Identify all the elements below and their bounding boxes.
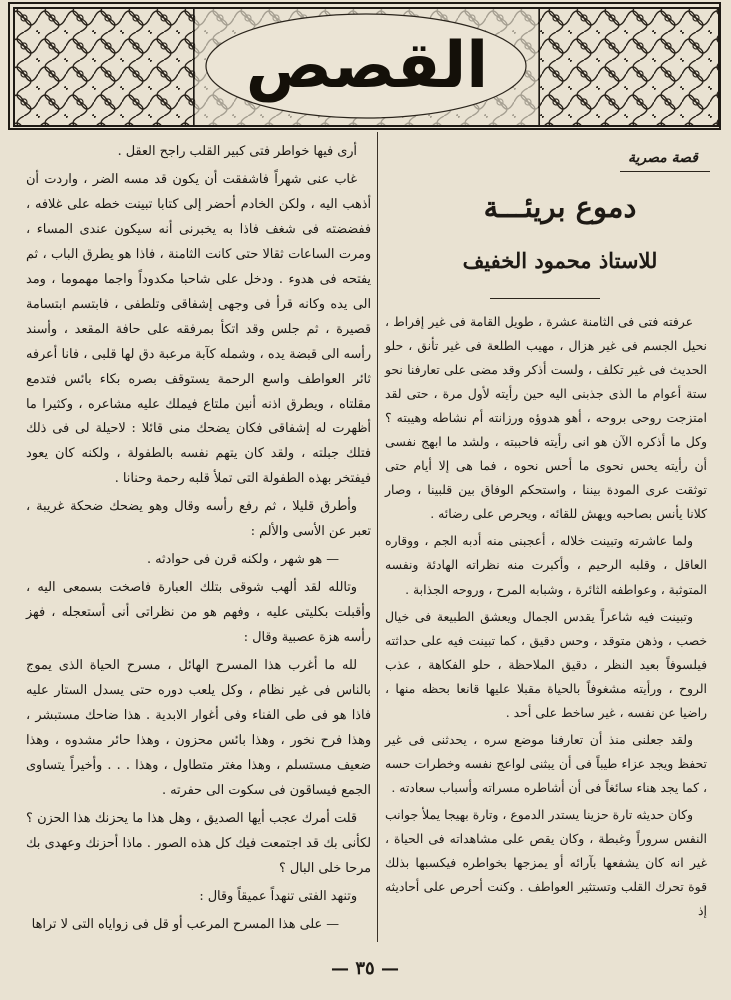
dialogue-line: — على هذا المسرح المرعب أو قل فى زواياه التى لا تراها xyxy=(31,916,339,932)
paragraph: قلت أمرك عجب أيها الصديق ، وهل هذا ما يحزنك هذا الحزن ؟ لكأنى بك قد اجتمعت فيك كل هذه الصور . ماذا أحزنك وعهدى بك مرحا خلى البال ؟ xyxy=(26,810,371,876)
paragraph: وتبينت فيه شاعراً يقدس الجمال ويعشق الطبيعة فى خيال خصب ، وذهن متوقد ، وحس دقيق ، كما تبينت فيه على حداثته فيلسوفاً بعيد النظر ، دقيق الملاحظة ، حلو الفكاهة ، عذب الروح ، ورأيته مشغوفاً بالحياة مقبلا عليها قانعا بحظه منها ، راضيا عن نفسه ، غير ساخط على أحد . xyxy=(385,608,707,720)
title-divider xyxy=(490,298,600,299)
paragraph: وأطرق قليلا ، ثم رفع رأسه وقال وهو يضحك ضحكة غريبة ، تعبر عن الأسى والألم : xyxy=(26,499,371,540)
paragraph: ولما عاشرته وتبينت خلاله ، أعجبنى منه أدبه الجم ، ووقاره العاقل ، وقلبه الرحيم ، وأكبرت منه نظراته الهادئة ونفسه المتوثبة ، وعواطفه الثائرة ، وشبابه المرح ، وروحه الجذابة . xyxy=(385,533,707,597)
paragraph: وتنهد الفتى تنهداً عميقاً وقال : xyxy=(199,888,357,904)
paragraph: عرفته فتى فى الثامنة عشرة ، طويل القامة فى غير إفراط ، نحيل الجسم فى غير هزال ، مهيب الطلعة فى غير تأنق ، حلو الحديث فى غير تكلف ، ولست أذكر وقد مضى على تعارفنا نحو ستة أعوام ما الذى جذبنى اليه حين رأيته لأول مرة ، حتى لقد امتزجت روحى بروحه ، أهو هدوؤه ورزانته أم نشاطه وهيبته ؟ وكل ما أذكره الآن هو انى رأيته فاحببته ، ولشد ما ابهج نفسى أن رأيته يحس نحوى ما أحس نحوه ، فما هى إلا أيام حتى توثقت عرى المودة بيننا ، واستحكم الوفاق بين قلبينا ، وصار كلانا يأنس بصاحبه ويهش للقائه ، ويحرص على رضائه . xyxy=(385,314,707,522)
paragraph: وكان حديثه تارة حزينا يستدر الدموع ، وتارة بهيجا يملأ جوانب النفس سروراً وغبطة ، وكان يقص على مشاهداته فى الحياة ، غير انه كان يشفعها بآرائه أو يمزجها بخواطره فيكسبها بذلك قوة تحرك القلب وتستثير العواطف . وكنت أحرص على أحاديثه إذ xyxy=(385,806,707,919)
paragraph: لله ما أغرب هذا المسرح الهائل ، مسرح الحياة الذى يموج بالناس فى غير نظام ، وكل يلعب دوره حتى يسدل الستار عليه فاذا هو فى طى الفناء وفى أغوار الابدية . هذا ضاحك مستبشر ، وهذا فرح نخور ، وهذا بائس محزون ، وهذا حائر مشدوه ، وهذا ضعيف مستسلم ، وهذا مغتر متطاول ، وهذا . . . وأخيراً يتساوى الجمع فيساقون فى سكوت الى حفرته . xyxy=(26,658,371,798)
paragraph: أرى فيها خواطر فتى كبير القلب راجح العقل . xyxy=(117,144,357,159)
right-column xyxy=(385,310,707,926)
paragraph: ولقد جعلنى منذ أن تعارفنا موضع سره ، يحدثنى فى غير تحفظ ويجد عزاء طيباً فى أن يبثنى لواعج نفسه وخطرات حسه ، كما يجد هناء سائغاً فى أن أشاطره مسراته وأسباب سعادته . xyxy=(385,731,707,795)
paragraph: غاب عنى شهراً فاشفقت أن يكون قد مسه الضر ، واردت أن أذهب اليه ، ولكن الخادم أحضر إلى كتابا تبينت خطه على غلافه ، ففضضته فى شغف فاذا به يخبرنى أنه سيكون عندى المساء ، ومرت الساعات ثقالا حتى كانت الثامنة ، فاذا هو يطرق الباب ، ثم يفتحه فى هدوء . ودخل على شاحبا مكدوداً واجما مهموما ، ومد الى يده وكانه قرأ فى وجهى إشفاقى وتلطفى ، فابتسم ابتسامة قصيرة ، ثم جلس وقد اتكأ بمرفقه على حافة المقعد ، وأسند رأسه الى قبضة يده ، وشمله كآبة مرعبة دق لها قلبى ، فانا أعرفه ثائر العواطف واسع الرحمة يستوقف بصره بكاء بائس فتدمع مقلتاه ، ويطرق اذنه أنين ملتاع فيملك عليه مشاعره ، وكثيرا ما أظهرت له إشفاقى فكان يضحك منى قائلا : لاحيلة لى فى ذلك فتلك جبلته ، ولقد كان يتهم نفسه بالطفولة ، ولكنه كان يعود فيفتخر بهذه الطفولة التى تملأ قلبه رحمة وحنانا . xyxy=(26,171,371,487)
dialogue-line: — هو شهر ، ولكنه قرن فى حوادثه . xyxy=(146,552,339,568)
article-byline: للاستاذ محمود الخفيف xyxy=(462,248,658,273)
column-divider xyxy=(377,132,378,942)
section-tag: قصة مصرية xyxy=(628,150,698,166)
masthead-title: القصص xyxy=(245,29,489,103)
page-number: — ٣٥ — xyxy=(331,958,399,979)
section-tag-underline xyxy=(620,171,710,172)
article-title: دموع بريئـــة xyxy=(483,190,637,224)
left-column xyxy=(26,140,371,941)
paragraph: وتالله لقد ألهب شوقى بتلك العبارة فاصخت بسمعى اليه ، وأقبلت بكليتى عليه ، وفهم هو من نظراتى أنى أستعجله ، فهز رأسه هزة عصبية وقال : xyxy=(26,580,371,646)
masthead-banner xyxy=(8,2,721,130)
